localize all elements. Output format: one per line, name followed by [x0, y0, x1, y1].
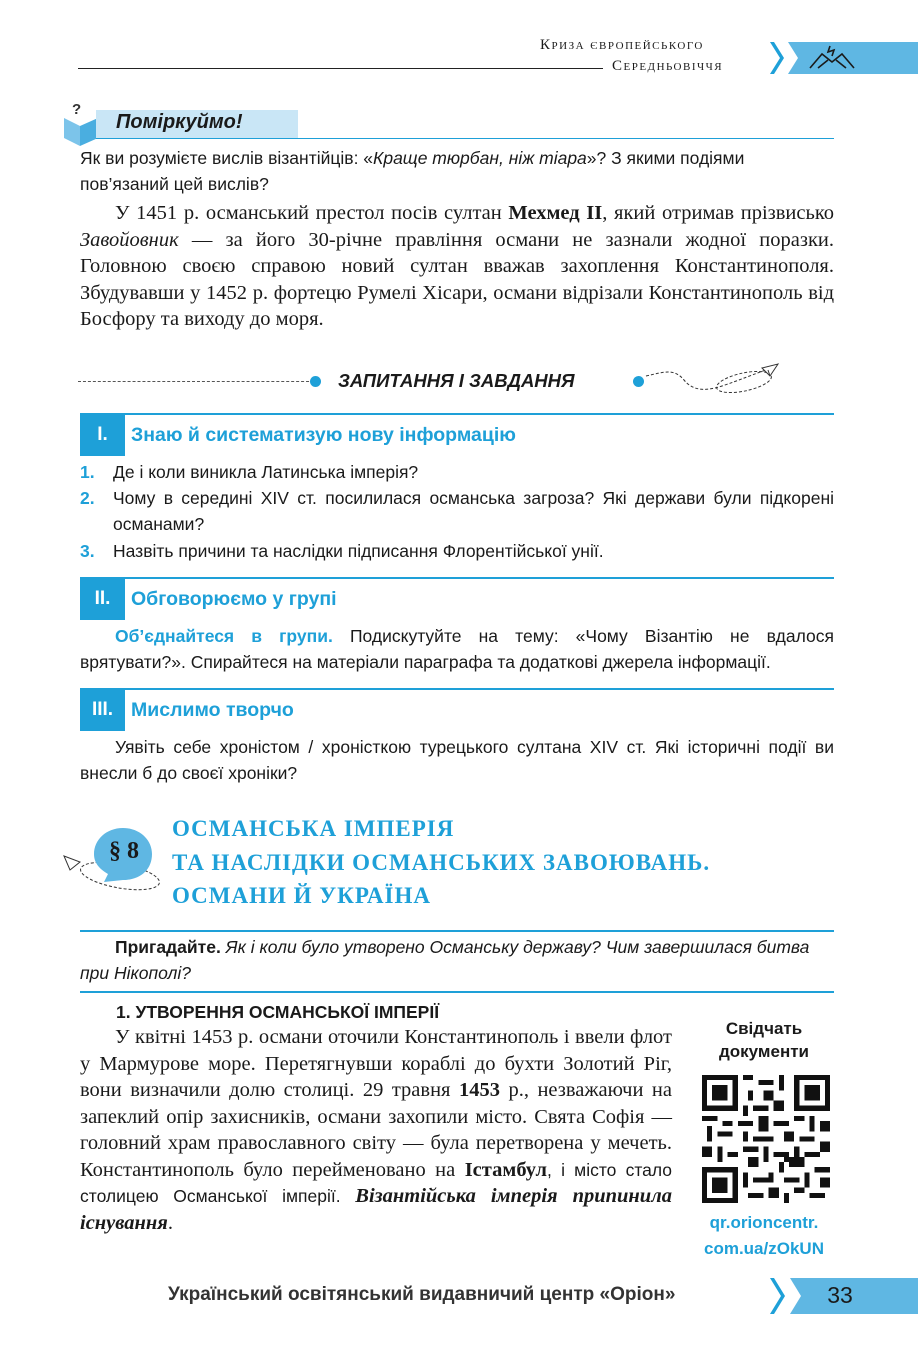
paragraph-title-line1: ОСМАНСЬКА ІМПЕРІЯ: [172, 816, 455, 841]
list-item: [80, 485, 834, 537]
section3-rule: [80, 688, 834, 690]
header-rule: [78, 68, 603, 69]
think-rule: [96, 138, 834, 139]
list-item: [80, 538, 834, 564]
paragraph-title-line2: ТА НАСЛІДКИ ОСМАНСЬКИХ ЗАВОЮВАНЬ.: [172, 849, 711, 875]
subsection-title: 1. УТВОРЕННЯ ОСМАНСЬКОЇ ІМПЕРІЇ: [116, 1002, 440, 1022]
section2-text: Подискутуйте на тему: «Чому Візантію не вдалося врятувати?». Спирайтеся на матеріали параграфа та додаткові джерела інформації.: [80, 626, 834, 672]
think-title: Поміркуймо!: [116, 111, 243, 133]
s1-text-d: .: [167, 1211, 173, 1234]
documents-label: [694, 1017, 834, 1063]
remember-text: Як і коли було утворено Османську державу? Чим завершилася битва при Нікополі?: [80, 937, 810, 983]
remember-lead: Пригадайте.: [115, 937, 221, 957]
main-text-c: — за його 30-річне правління османи не зазнали жодної поразки. Головною своєю справою новий султан вважав захоплення Константинополя. Збудувавши у 1452 р. фортецю Румелі Хісари, османи відрізали Константинополь від Босфору та виходу до моря.: [80, 228, 834, 330]
s1-final: Візантійська імперія припинила існування: [80, 1185, 672, 1234]
s1-year: 1453: [458, 1079, 500, 1101]
page-number: 33: [827, 1282, 853, 1308]
header-band: [770, 42, 918, 74]
documents-label-line2: документи: [719, 1042, 809, 1061]
remember-rule-top: [80, 930, 834, 932]
section2-lead: Об’єднайтеся в групи.: [115, 626, 333, 646]
s1-text-b: р., незважаючи на запеклий опір захисників, османи захопили місто. Свята Софія — головний храм православного світу — була перетворена у мечеть. Константинополь було перейменовано на: [80, 1079, 672, 1181]
questions-dotted-rule: [78, 381, 314, 382]
running-title-line2: Середньовіччя: [612, 58, 724, 74]
questions-dot-left: [310, 376, 321, 387]
think-text-a: Як ви розумієте вислів візантійців: «: [80, 148, 374, 168]
paragraph-title-line3: ОСМАНИ Й УКРАЇНА: [172, 883, 431, 908]
s1-city: Істамбул: [464, 1158, 548, 1181]
questions-dot-right: [633, 376, 644, 387]
list-number: 1.: [80, 462, 95, 482]
questions-title: ЗАПИТАННЯ І ЗАВДАННЯ: [338, 370, 575, 391]
documents-link-line2[interactable]: com.ua/zOkUN: [704, 1239, 824, 1258]
list-number: 3.: [80, 541, 95, 561]
think-quote: Краще тюрбан, ніж тіара: [373, 148, 587, 168]
main-text-b: , який отримав прізвисько: [602, 202, 835, 224]
section3-title: Мислимо творчо: [131, 699, 294, 721]
main-text-a: У 1451 р. османський престол посів султан: [115, 202, 509, 224]
section3-number: III.: [80, 689, 125, 731]
remember-rule-bottom: [80, 991, 834, 993]
qr-code-icon[interactable]: [702, 1075, 830, 1203]
list-text: Де і коли виникла Латинська імперія?: [113, 462, 419, 482]
sultan-nickname: Завойовник: [80, 228, 179, 251]
remember-box: [80, 934, 834, 986]
section2-title: Обговорюємо у групі: [131, 588, 337, 610]
s1-text-c: , і місто стало столицею Османської імперії.: [80, 1159, 673, 1206]
documents-label-line1: Свідчать: [725, 1019, 803, 1038]
subsection-paragraph: [80, 1024, 672, 1236]
main-paragraph: [80, 200, 834, 333]
list-text: Чому в середині XIV ст. посилилася османська загроза? Які держави були підкорені османами?: [113, 488, 834, 534]
paragraph-title: [172, 812, 710, 913]
running-title-line1: Криза європейського: [540, 37, 704, 53]
paragraph-number: § 8: [109, 838, 139, 864]
section2-rule: [80, 577, 834, 579]
documents-link[interactable]: [684, 1210, 844, 1262]
paper-plane-icon: [644, 362, 780, 398]
think-question: [80, 145, 834, 197]
question-icon: [64, 100, 98, 146]
list-number: 2.: [80, 488, 95, 508]
section2-number: II.: [80, 578, 125, 620]
documents-link-line1[interactable]: qr.orioncentr.: [709, 1213, 819, 1232]
section1-number: I.: [80, 414, 125, 456]
think-text-b: »? З якими подіями пов’язаний цей вислів?: [80, 148, 745, 194]
publisher-footer: Український освітянський видавничий центр «Оріон»: [168, 1284, 676, 1305]
section1-rule: [80, 413, 834, 415]
section1-title: Знаю й систематизую нову інформацію: [131, 424, 516, 446]
section3-task: Уявіть себе хроністом / хроністкою турецького султана XIV ст. Які історичні події ви внесли б до своєї хроніки?: [80, 737, 834, 783]
list-text: Назвіть причини та наслідки підписання Флорентійської унії.: [113, 541, 604, 561]
svg-text:?: ?: [72, 101, 82, 118]
list-item: [80, 459, 834, 485]
sultan-name: Мехмед II: [508, 202, 603, 224]
s1-text-a: У квітні 1453 р. османи оточили Константинополь і ввели флот у Мармурове море. Перетягнувши кораблі до бухти Золотий Ріг, вони визначили долю столиці. 29 травня: [80, 1026, 672, 1101]
section2-task: [80, 623, 834, 675]
